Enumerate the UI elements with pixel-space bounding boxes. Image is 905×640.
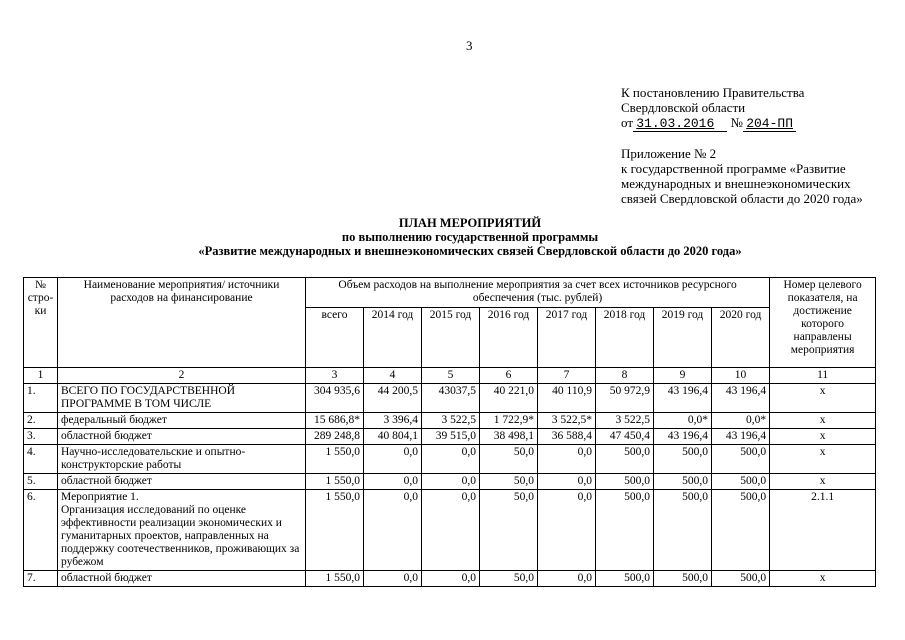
target-indicator: х <box>770 384 876 413</box>
title-line-1: ПЛАН МЕРОПРИЯТИЙ <box>398 216 542 230</box>
column-number: 7 <box>538 368 596 384</box>
header-year: 2018 год <box>596 308 654 368</box>
amount-cell: 0,0 <box>538 571 596 587</box>
row-name: федеральный бюджет <box>61 414 167 426</box>
number-prefix: № <box>730 115 743 130</box>
header-year: 2019 год <box>654 308 712 368</box>
amount-cell: 44 200,5 <box>364 384 422 413</box>
row-number: 5. <box>24 474 58 490</box>
row-name-cell <box>58 429 306 445</box>
resolution-number: 204-ПП <box>746 116 793 131</box>
header-target: Номер целевого показателя, на достижение которого направлены мероприятия <box>770 278 876 368</box>
row-number: 1. <box>24 384 58 413</box>
column-number: 2 <box>58 368 306 384</box>
amount-cell: 304 935,6 <box>306 384 364 413</box>
amount-cell: 40 221,0 <box>480 384 538 413</box>
header-row-number: № стро- ки <box>24 278 58 368</box>
header-volume: Объем расходов на выполнение мероприятия за счет всех источников ресурсного обеспечения (тыс. рублей) <box>306 278 770 308</box>
table-row <box>24 384 876 413</box>
amount-cell: 500,0 <box>596 474 654 490</box>
title-line-3: «Развитие международных и внешнеэкономических связей Свердловской области до 2020 года» <box>198 244 742 258</box>
amount-cell: 43 196,4 <box>654 384 712 413</box>
column-number: 10 <box>712 368 770 384</box>
header-year: 2015 год <box>422 308 480 368</box>
header-year: 2020 год <box>712 308 770 368</box>
amount-cell: 39 515,0 <box>422 429 480 445</box>
plan-table-body <box>24 384 876 587</box>
amount-cell: 500,0 <box>712 474 770 490</box>
amount-cell: 0,0 <box>538 474 596 490</box>
row-name: областной бюджет <box>61 430 152 442</box>
amount-cell: 38 498,1 <box>480 429 538 445</box>
target-indicator: х <box>770 413 876 429</box>
resolution-reference <box>621 85 804 132</box>
target-indicator: х <box>770 474 876 490</box>
amount-cell: 43037,5 <box>422 384 480 413</box>
row-name: областной бюджет <box>61 572 152 584</box>
row-name-cell <box>58 413 306 429</box>
amount-cell: 1 550,0 <box>306 474 364 490</box>
row-number: 6. <box>24 490 58 571</box>
target-indicator: х <box>770 571 876 587</box>
target-indicator: х <box>770 429 876 445</box>
column-number: 11 <box>770 368 876 384</box>
amount-cell: 1 550,0 <box>306 445 364 474</box>
row-number: 7. <box>24 571 58 587</box>
amount-cell: 36 588,4 <box>538 429 596 445</box>
title-line-2: по выполнению государственной программы <box>341 230 599 244</box>
amount-cell: 500,0 <box>712 445 770 474</box>
amount-cell: 50,0 <box>480 571 538 587</box>
row-number: 2. <box>24 413 58 429</box>
row-name-cell <box>58 490 306 571</box>
header-year: 2014 год <box>364 308 422 368</box>
column-numbers-row <box>24 368 876 384</box>
resolution-line-2: Свердловской области <box>621 100 746 115</box>
amount-cell: 500,0 <box>654 445 712 474</box>
header-name: Наименование мероприятия/ источники расходов на финансирование <box>58 278 306 368</box>
amount-cell: 3 522,5 <box>596 413 654 429</box>
amount-cell: 3 522,5* <box>538 413 596 429</box>
header-year: 2017 год <box>538 308 596 368</box>
column-number: 9 <box>654 368 712 384</box>
amount-cell: 500,0 <box>596 445 654 474</box>
amount-cell: 43 196,4 <box>712 384 770 413</box>
table-row <box>24 413 876 429</box>
amount-cell: 1 722,9* <box>480 413 538 429</box>
appendix-line-2: к государственной программе «Развитие <box>621 161 846 176</box>
appendix-reference <box>621 146 863 206</box>
row-name-cell <box>58 384 306 413</box>
amount-cell: 1 550,0 <box>306 571 364 587</box>
amount-cell: 1 550,0 <box>306 490 364 571</box>
header-year: всего <box>306 308 364 368</box>
amount-cell: 500,0 <box>712 571 770 587</box>
column-number: 8 <box>596 368 654 384</box>
amount-cell: 43 196,4 <box>654 429 712 445</box>
amount-cell: 3 522,5 <box>422 413 480 429</box>
event-title: Мероприятие 1. <box>61 491 139 503</box>
amount-cell: 40 804,1 <box>364 429 422 445</box>
row-name: областной бюджет <box>61 475 152 487</box>
amount-cell: 0,0 <box>422 445 480 474</box>
resolution-line-1: К постановлению Правительства <box>621 85 805 100</box>
amount-cell: 43 196,4 <box>712 429 770 445</box>
row-name-cell <box>58 445 306 474</box>
header-year: 2016 год <box>480 308 538 368</box>
amount-cell: 0,0 <box>422 474 480 490</box>
appendix-line-4: связей Свердловской области до 2020 года» <box>621 191 863 206</box>
amount-cell: 0,0 <box>364 571 422 587</box>
amount-cell: 47 450,4 <box>596 429 654 445</box>
target-indicator: х <box>770 445 876 474</box>
row-name: ВСЕГО ПО ГОСУДАРСТВЕННОЙ ПРОГРАММЕ В ТОМ ЧИСЛЕ <box>61 385 235 410</box>
amount-cell: 0,0 <box>364 490 422 571</box>
amount-cell: 0,0* <box>654 413 712 429</box>
amount-cell: 50,0 <box>480 445 538 474</box>
amount-cell: 500,0 <box>654 474 712 490</box>
amount-cell: 500,0 <box>654 490 712 571</box>
row-name-cell <box>58 571 306 587</box>
row-number: 3. <box>24 429 58 445</box>
plan-table <box>23 277 876 587</box>
table-row <box>24 474 876 490</box>
amount-cell: 500,0 <box>654 571 712 587</box>
appendix-line-1: Приложение № 2 <box>621 146 717 161</box>
amount-cell: 0,0 <box>422 571 480 587</box>
row-name: Организация исследований по оценке эффективности реализации экономических и гуманитарных проектов, направленных на поддержку соотечественников, проживающих за рубежом <box>61 504 300 568</box>
table-row <box>24 445 876 474</box>
amount-cell: 50 972,9 <box>596 384 654 413</box>
amount-cell: 0,0* <box>712 413 770 429</box>
resolution-date: 31.03.2016 <box>636 116 715 131</box>
column-number: 4 <box>364 368 422 384</box>
from-prefix: от <box>621 115 634 130</box>
amount-cell: 0,0 <box>538 490 596 571</box>
target-indicator: 2.1.1 <box>770 490 876 571</box>
amount-cell: 0,0 <box>422 490 480 571</box>
amount-cell: 500,0 <box>596 571 654 587</box>
page-number: 3 <box>466 38 473 53</box>
amount-cell: 500,0 <box>596 490 654 571</box>
amount-cell: 15 686,8* <box>306 413 364 429</box>
amount-cell: 289 248,8 <box>306 429 364 445</box>
row-name: Научно-исследовательские и опытно-конструкторские работы <box>61 446 246 471</box>
column-number: 5 <box>422 368 480 384</box>
table-row <box>24 490 876 571</box>
resolution-date-line <box>621 115 804 132</box>
document-title <box>150 216 790 258</box>
amount-cell: 40 110,9 <box>538 384 596 413</box>
column-number: 3 <box>306 368 364 384</box>
column-number: 1 <box>24 368 58 384</box>
appendix-line-3: международных и внешнеэкономических <box>621 176 851 191</box>
row-number: 4. <box>24 445 58 474</box>
amount-cell: 3 396,4 <box>364 413 422 429</box>
row-name-cell <box>58 474 306 490</box>
amount-cell: 50,0 <box>480 490 538 571</box>
column-number: 6 <box>480 368 538 384</box>
amount-cell: 0,0 <box>364 445 422 474</box>
table-row <box>24 429 876 445</box>
table-row <box>24 571 876 587</box>
amount-cell: 50,0 <box>480 474 538 490</box>
amount-cell: 500,0 <box>712 490 770 571</box>
amount-cell: 0,0 <box>538 445 596 474</box>
amount-cell: 0,0 <box>364 474 422 490</box>
